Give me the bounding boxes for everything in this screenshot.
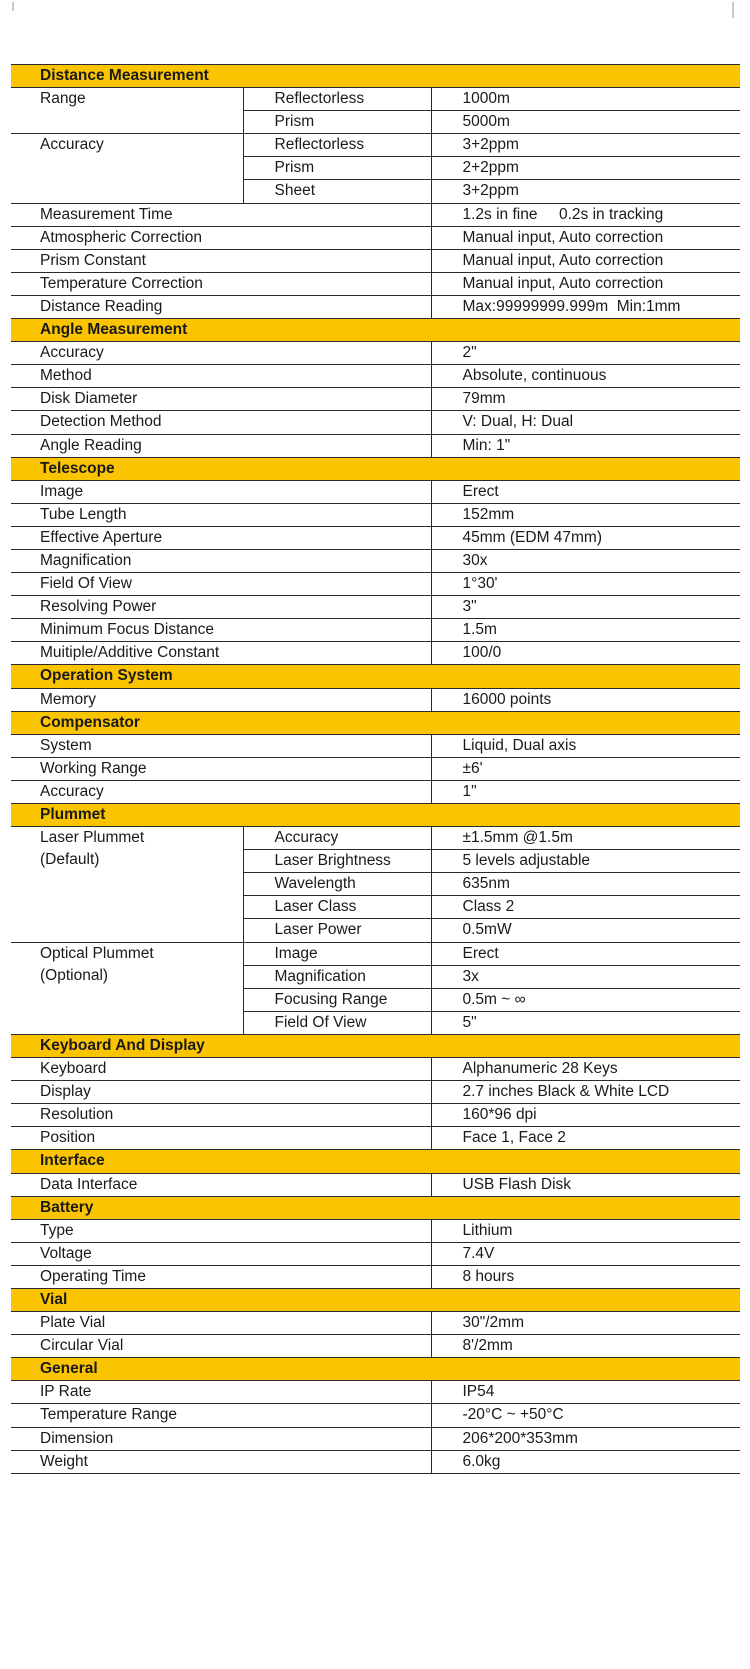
spec-row bbox=[11, 434, 740, 457]
spec-value: -20°C ~ +50°C bbox=[431, 1404, 740, 1427]
spec-row bbox=[11, 549, 740, 572]
section-title: Interface bbox=[11, 1150, 740, 1173]
laser-plummet-line1: Laser Plummet bbox=[40, 829, 145, 847]
spec-row bbox=[11, 642, 740, 665]
spec-value: ±6' bbox=[431, 757, 740, 780]
spec-row bbox=[11, 388, 740, 411]
sub-label: Focusing Range bbox=[243, 988, 431, 1011]
spec-value: Liquid, Dual axis bbox=[431, 734, 740, 757]
spec-value: 5" bbox=[431, 1011, 740, 1034]
sub-label: Field Of View bbox=[243, 1011, 431, 1034]
spec-value: 5000m bbox=[431, 111, 740, 134]
section-title: Keyboard And Display bbox=[11, 1034, 740, 1057]
spec-label: Position bbox=[11, 1127, 431, 1150]
spec-label: Keyboard bbox=[11, 1058, 431, 1081]
spec-label: Display bbox=[11, 1081, 431, 1104]
spec-row bbox=[11, 688, 740, 711]
sub-label: Prism bbox=[243, 157, 431, 180]
section-title: Distance Measurement bbox=[11, 65, 740, 88]
spec-value: 1.2s in fine 0.2s in tracking bbox=[431, 203, 740, 226]
spec-label: Working Range bbox=[11, 757, 431, 780]
section-header-interface bbox=[11, 1150, 740, 1173]
spec-value: 1.5m bbox=[431, 619, 740, 642]
spec-row bbox=[11, 827, 740, 850]
spec-label: Type bbox=[11, 1219, 431, 1242]
spec-value: 1°30' bbox=[431, 573, 740, 596]
spec-value: 2.7 inches Black & White LCD bbox=[431, 1081, 740, 1104]
spec-label: Temperature Range bbox=[11, 1404, 431, 1427]
spec-value: USB Flash Disk bbox=[431, 1173, 740, 1196]
spec-row bbox=[11, 1219, 740, 1242]
spec-label: Resolving Power bbox=[11, 596, 431, 619]
spec-label: Detection Method bbox=[11, 411, 431, 434]
spec-value: 6.0kg bbox=[431, 1450, 740, 1473]
spec-row bbox=[11, 1312, 740, 1335]
spec-label: Method bbox=[11, 365, 431, 388]
spec-row bbox=[11, 526, 740, 549]
spec-row bbox=[11, 480, 740, 503]
spec-label: Accuracy bbox=[11, 780, 431, 803]
spec-value: 8'/2mm bbox=[431, 1335, 740, 1358]
optical-plummet-line2: (Optional) bbox=[40, 966, 109, 984]
spec-value: 3x bbox=[431, 965, 740, 988]
sub-label: Laser Brightness bbox=[243, 850, 431, 873]
spec-label: Resolution bbox=[11, 1104, 431, 1127]
spec-value: 3" bbox=[431, 596, 740, 619]
section-title: General bbox=[11, 1358, 740, 1381]
optical-plummet-line1: Optical Plummet bbox=[40, 944, 154, 962]
sub-label: Image bbox=[243, 942, 431, 965]
section-title: Plummet bbox=[11, 804, 740, 827]
spec-label: Weight bbox=[11, 1450, 431, 1473]
spec-label: Field Of View bbox=[11, 573, 431, 596]
spec-value: Alphanumeric 28 Keys bbox=[431, 1058, 740, 1081]
spec-row bbox=[11, 226, 740, 249]
spec-value: 3+2ppm bbox=[431, 180, 740, 203]
spec-value: 2+2ppm bbox=[431, 157, 740, 180]
spec-row bbox=[11, 1081, 740, 1104]
spec-value: Manual input, Auto correction bbox=[431, 226, 740, 249]
spec-value: 1" bbox=[431, 780, 740, 803]
spec-value: 635nm bbox=[431, 873, 740, 896]
section-header-plummet bbox=[11, 804, 740, 827]
section-header-telescope bbox=[11, 457, 740, 480]
spec-row bbox=[11, 1242, 740, 1265]
spec-value: Manual input, Auto correction bbox=[431, 249, 740, 272]
spec-value: 5 levels adjustable bbox=[431, 850, 740, 873]
spec-row bbox=[11, 249, 740, 272]
spec-label: Operating Time bbox=[11, 1265, 431, 1288]
spec-row bbox=[11, 1335, 740, 1358]
spec-value: 45mm (EDM 47mm) bbox=[431, 526, 740, 549]
spec-row bbox=[11, 573, 740, 596]
sub-label: Reflectorless bbox=[243, 88, 431, 111]
spec-label: Dimension bbox=[11, 1427, 431, 1450]
spec-row bbox=[11, 1381, 740, 1404]
spec-value: IP54 bbox=[431, 1381, 740, 1404]
spec-row bbox=[11, 619, 740, 642]
spec-label: Data Interface bbox=[11, 1173, 431, 1196]
spec-label: Accuracy bbox=[11, 342, 431, 365]
spec-label: Muitiple/Additive Constant bbox=[11, 642, 431, 665]
spec-label: System bbox=[11, 734, 431, 757]
section-header-operation bbox=[11, 665, 740, 688]
spec-value: 0.5m ~ ∞ bbox=[431, 988, 740, 1011]
spec-label: Distance Reading bbox=[11, 295, 431, 318]
range-label: Range bbox=[11, 88, 243, 134]
section-header-keyboard bbox=[11, 1034, 740, 1057]
spec-row bbox=[11, 365, 740, 388]
spec-value: 206*200*353mm bbox=[431, 1427, 740, 1450]
spec-row bbox=[11, 342, 740, 365]
spec-value: Class 2 bbox=[431, 896, 740, 919]
sub-label: Laser Power bbox=[243, 919, 431, 942]
section-header-general bbox=[11, 1358, 740, 1381]
sub-label: Sheet bbox=[243, 180, 431, 203]
spec-value: Min: 1" bbox=[431, 434, 740, 457]
spec-value: Erect bbox=[431, 480, 740, 503]
sub-label: Laser Class bbox=[243, 896, 431, 919]
spec-value: Lithium bbox=[431, 1219, 740, 1242]
spec-value: 16000 points bbox=[431, 688, 740, 711]
spec-value: Absolute, continuous bbox=[431, 365, 740, 388]
section-header-angle bbox=[11, 319, 740, 342]
sub-label: Reflectorless bbox=[243, 134, 431, 157]
spec-value: ±1.5mm @1.5m bbox=[431, 827, 740, 850]
spec-row bbox=[11, 134, 740, 157]
spec-value: V: Dual, H: Dual bbox=[431, 411, 740, 434]
spec-row bbox=[11, 1104, 740, 1127]
section-header-battery bbox=[11, 1196, 740, 1219]
spec-row bbox=[11, 1427, 740, 1450]
section-header-vial bbox=[11, 1288, 740, 1311]
spec-label: Minimum Focus Distance bbox=[11, 619, 431, 642]
spec-row bbox=[11, 942, 740, 965]
spec-value: 30x bbox=[431, 549, 740, 572]
spec-value: 1000m bbox=[431, 88, 740, 111]
top-left-edge-mark bbox=[12, 2, 14, 11]
spec-label: Plate Vial bbox=[11, 1312, 431, 1335]
spec-row bbox=[11, 1127, 740, 1150]
sub-label: Prism bbox=[243, 111, 431, 134]
accuracy-label: Accuracy bbox=[11, 134, 243, 203]
spec-label: Voltage bbox=[11, 1242, 431, 1265]
spec-row bbox=[11, 1404, 740, 1427]
spec-label: Prism Constant bbox=[11, 249, 431, 272]
spec-value: 79mm bbox=[431, 388, 740, 411]
spec-label: Temperature Correction bbox=[11, 272, 431, 295]
spec-value: 30"/2mm bbox=[431, 1312, 740, 1335]
spec-row bbox=[11, 88, 740, 111]
spec-row bbox=[11, 734, 740, 757]
optical-plummet-label bbox=[11, 942, 243, 1034]
spec-value: 160*96 dpi bbox=[431, 1104, 740, 1127]
section-title: Battery bbox=[11, 1196, 740, 1219]
spec-value: 8 hours bbox=[431, 1265, 740, 1288]
section-title: Vial bbox=[11, 1288, 740, 1311]
spec-value: Erect bbox=[431, 942, 740, 965]
spec-row bbox=[11, 1265, 740, 1288]
section-title: Operation System bbox=[11, 665, 740, 688]
section-title: Angle Measurement bbox=[11, 319, 740, 342]
spec-label: Magnification bbox=[11, 549, 431, 572]
spec-value: 0.5mW bbox=[431, 919, 740, 942]
spec-label: Measurement Time bbox=[11, 203, 431, 226]
spec-label: Effective Aperture bbox=[11, 526, 431, 549]
section-header-distance bbox=[11, 65, 740, 88]
spec-row bbox=[11, 503, 740, 526]
spec-label: Image bbox=[11, 480, 431, 503]
spec-label: IP Rate bbox=[11, 1381, 431, 1404]
spec-row bbox=[11, 596, 740, 619]
spec-value: 100/0 bbox=[431, 642, 740, 665]
spec-label: Circular Vial bbox=[11, 1335, 431, 1358]
spec-row bbox=[11, 411, 740, 434]
section-header-compensator bbox=[11, 711, 740, 734]
spec-label: Tube Length bbox=[11, 503, 431, 526]
spec-row bbox=[11, 272, 740, 295]
spec-row bbox=[11, 203, 740, 226]
spec-value: 7.4V bbox=[431, 1242, 740, 1265]
spec-row bbox=[11, 1058, 740, 1081]
spec-row bbox=[11, 757, 740, 780]
spec-value: 3+2ppm bbox=[431, 134, 740, 157]
spec-row bbox=[11, 780, 740, 803]
spec-label: Angle Reading bbox=[11, 434, 431, 457]
spec-table bbox=[11, 64, 740, 1474]
spec-value: 152mm bbox=[431, 503, 740, 526]
spec-value: Max:99999999.999m Min:1mm bbox=[431, 295, 740, 318]
spec-label: Disk Diameter bbox=[11, 388, 431, 411]
laser-plummet-label bbox=[11, 827, 243, 942]
sub-label: Wavelength bbox=[243, 873, 431, 896]
spec-row bbox=[11, 1173, 740, 1196]
spec-value: Manual input, Auto correction bbox=[431, 272, 740, 295]
spec-label: Memory bbox=[11, 688, 431, 711]
sub-label: Accuracy bbox=[243, 827, 431, 850]
top-right-edge-mark bbox=[732, 2, 734, 18]
spec-row bbox=[11, 295, 740, 318]
laser-plummet-line2: (Default) bbox=[40, 851, 100, 869]
spec-row bbox=[11, 1450, 740, 1473]
section-title: Compensator bbox=[11, 711, 740, 734]
spec-value: Face 1, Face 2 bbox=[431, 1127, 740, 1150]
spec-label: Atmospheric Correction bbox=[11, 226, 431, 249]
spec-value: 2" bbox=[431, 342, 740, 365]
section-title: Telescope bbox=[11, 457, 740, 480]
sub-label: Magnification bbox=[243, 965, 431, 988]
